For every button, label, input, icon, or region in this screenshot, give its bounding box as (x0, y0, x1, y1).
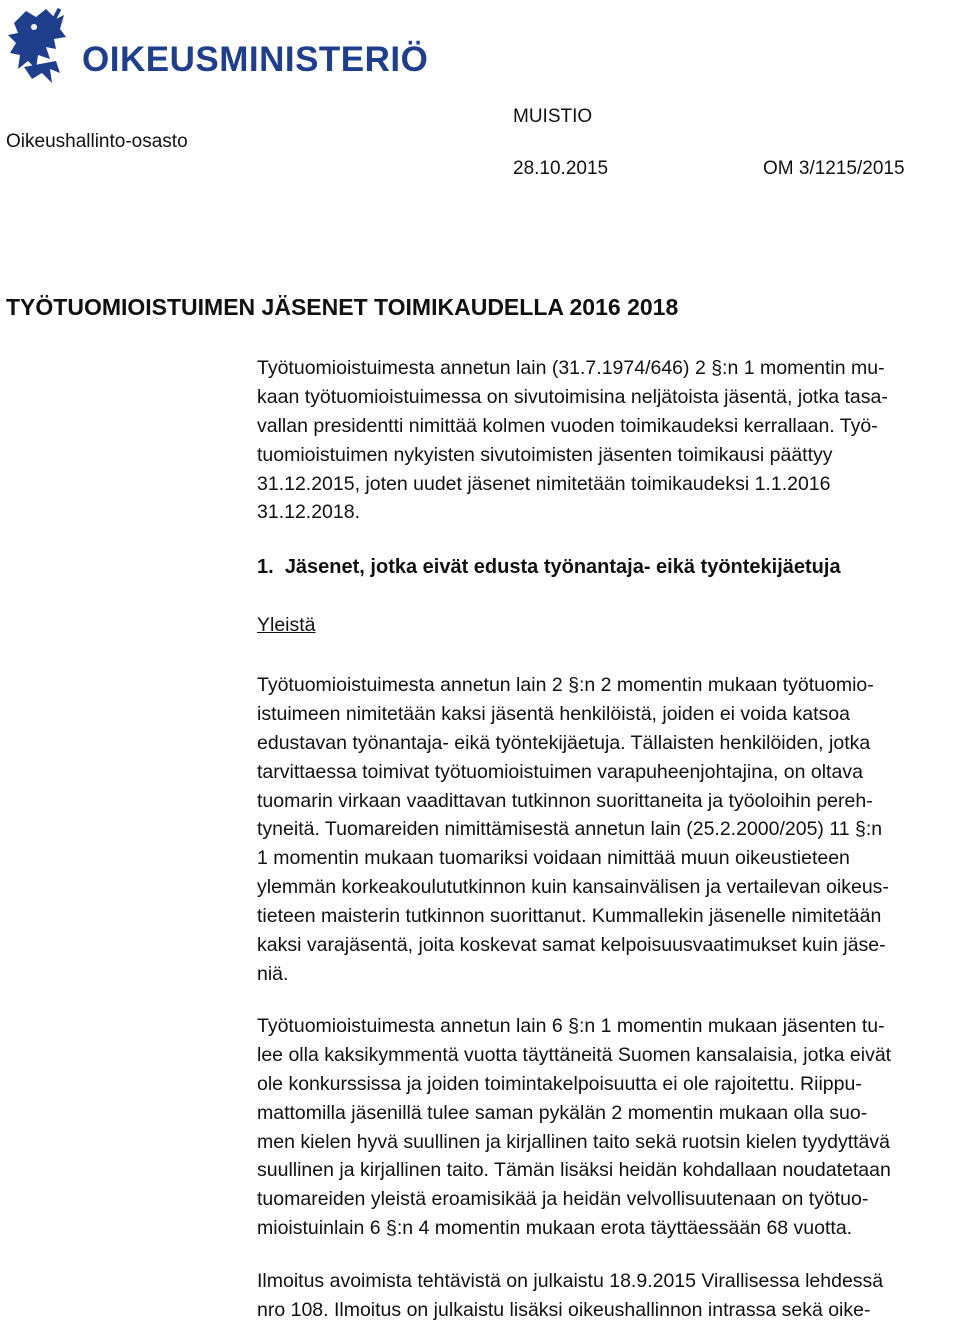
document-date: 28.10.2015 (513, 158, 609, 179)
section-subheading: Yleistä (257, 614, 316, 636)
text-line: kaan työtuomioistuimessa on sivutoimisina neljätoista jäsentä, jotka tasa- (257, 385, 888, 408)
text-line: tyneitä. Tuomareiden nimittämisestä annetun lain (25.2.2000/205) 11 §:n (257, 818, 883, 841)
text-line: mioistuinlain 6 §:n 4 momentin mukaan erota täyttäessään 68 vuotta. (257, 1217, 853, 1240)
text-line: mattomilla jäsenillä tulee saman pykälän 2 momentin mukaan olla suo- (257, 1101, 868, 1124)
paragraph-2 (257, 1012, 957, 1243)
text-line: tuomioistuimen nykyisten sivutoimisten jäsenten toimikausi päättyy (257, 443, 833, 466)
text-line: istuimeen nimitetään kaksi jäsentä henkilöistä, joiden ei voida katsoa (257, 702, 850, 725)
paragraph-3 (257, 1267, 957, 1325)
text-line: tarvittaessa toimivat työtuomioistuimen varapuheenjohtajina, on oltava (257, 760, 863, 783)
text-line: 31.12.2015, joten uudet jäsenet nimitetään toimikaudeksi 1.1.2016 (257, 472, 831, 495)
text-line: suullinen ja kirjallinen taito. Tämän lisäksi heidän kohdallaan noudatetaan (257, 1159, 891, 1182)
text-line: tuomareiden yleistä eroamisikää ja heidän velvollisuutenaan on työtuo- (257, 1188, 869, 1211)
text-line: edustavan työnantaja- eikä työntekijäetuja. Tällaisten henkilöiden, jotka (257, 731, 871, 754)
department-name: Oikeushallinto-osasto (6, 131, 188, 152)
text-line: ylemmän korkeakoulututkinnon kuin kansainvälisen ja vertailevan oikeus- (257, 876, 889, 899)
text-line: tuomarin virkaan vaadittavan tutkinnon suorittaneita ja työoloihin pereh- (257, 789, 873, 812)
text-line: niä. (257, 962, 289, 985)
text-line: Työtuomioistuimesta annetun lain 6 §:n 1 momentin mukaan jäsenten tu- (257, 1015, 885, 1037)
section-number: 1. (257, 556, 274, 578)
paragraph-1 (257, 671, 957, 989)
text-line: men kielen hyvä suullinen ja kirjallinen taito sekä ruotsin kielen tyydyttävä (257, 1130, 890, 1153)
text-line: ole konkurssissa ja joiden toimintakelpoisuutta ei ole rajoitettu. Riippu- (257, 1072, 862, 1095)
text-line: nro 108. Ilmoitus on julkaistu lisäksi oikeushallinnon intrassa sekä oike- (257, 1298, 871, 1321)
intro-paragraph (257, 354, 957, 527)
ministry-logo (6, 2, 428, 88)
text-line: tieteen maisterin tutkinnon suorittanut. Kummallekin jäsenelle nimitetään (257, 905, 882, 928)
text-line: kaksi varajäsentä, joita koskevat samat kelpoisuusvaatimukset kuin jäse- (257, 934, 886, 957)
text-line: 1 momentin mukaan tuomariksi voidaan nimittää muun oikeustieteen (257, 847, 850, 870)
document-reference: OM 3/1215/2015 (763, 158, 905, 179)
section-title: Jäsenet, jotka eivät edusta työnantaja- eikä työntekijäetuja (284, 556, 841, 578)
text-line: lee olla kaksikymmentä vuotta täyttäneitä Suomen kansalaisia, jotka eivät (257, 1043, 892, 1066)
text-line: 31.12.2018. (257, 501, 361, 524)
text-line: Työtuomioistuimesta annetun lain 2 §:n 2 momentin mukaan työtuomio- (257, 674, 874, 696)
page-title: TYÖTUOMIOISTUIMEN JÄSENET TOIMIKAUDELLA 2016 2018 (6, 294, 679, 320)
document-type: MUISTIO (513, 106, 593, 127)
text-line: vallan presidentti nimittää kolmen vuoden toimikaudeksi kerrallaan. Työ- (257, 414, 878, 437)
lion-emblem-icon (6, 3, 72, 87)
ministry-name: OIKEUSMINISTERIÖ (82, 40, 429, 79)
text-line: Työtuomioistuimesta annetun lain (31.7.1974/646) 2 §:n 1 momentin mu- (257, 357, 885, 379)
section-heading (257, 556, 841, 579)
text-line: Ilmoitus avoimista tehtävistä on julkaistu 18.9.2015 Virallisessa lehdessä (257, 1270, 884, 1292)
